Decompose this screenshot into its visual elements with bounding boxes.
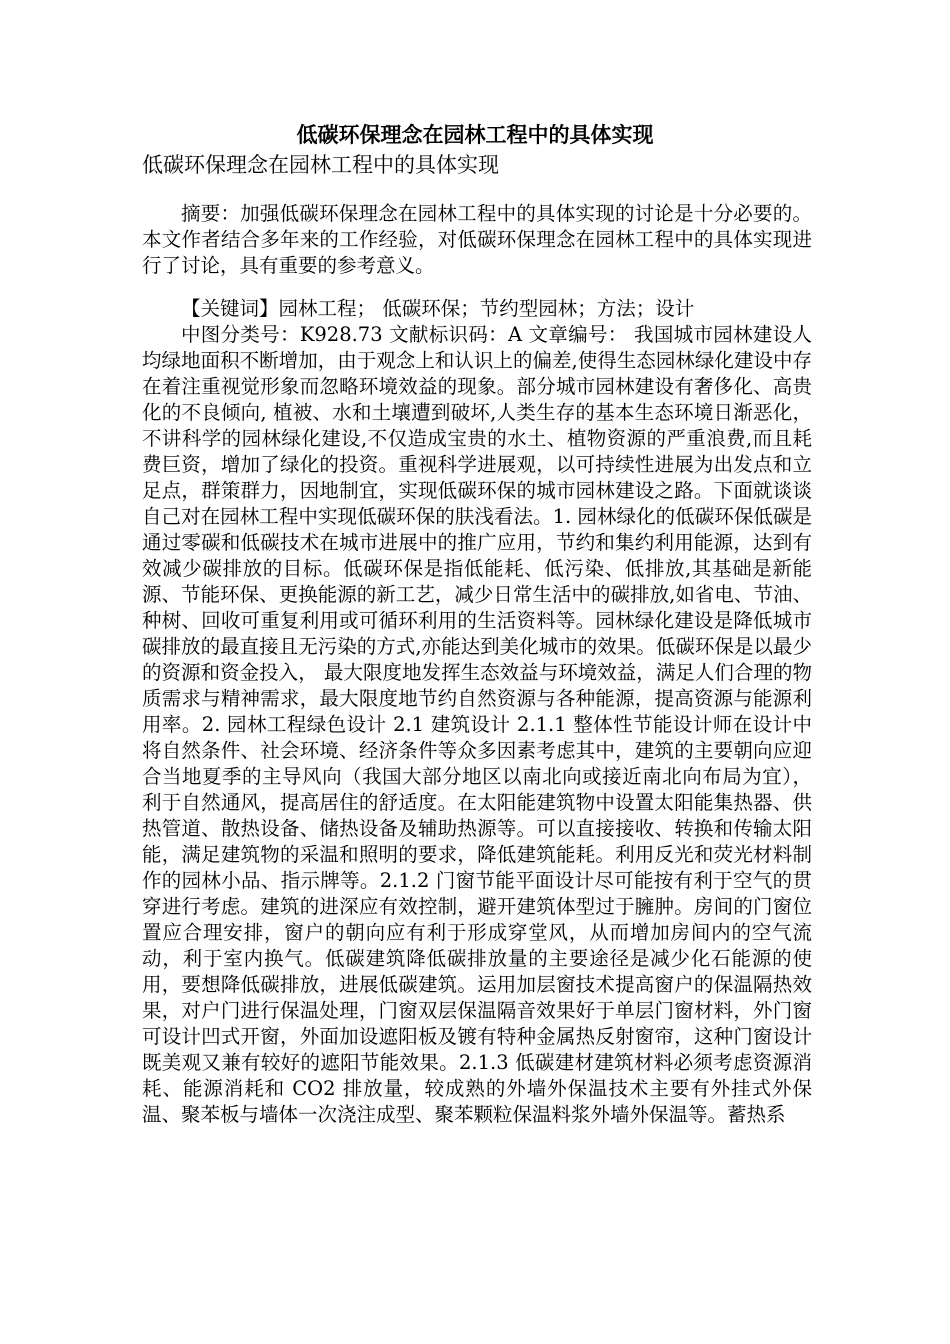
keywords-line: 【关键词】园林工程； 低碳环保；节约型园林；方法；设计 — [181, 297, 695, 320]
abstract-paragraph: 摘要：加强低碳环保理念在园林工程中的具体实现的讨论是十分必要的。本文作者结合多年来的工作经验，对低碳环保理念在园林工程中的具体实现进行了讨论，具有重要的参考意义。 — [142, 202, 812, 277]
document-subtitle: 低碳环保理念在园林工程中的具体实现 — [142, 153, 499, 177]
document-title: 低碳环保理念在园林工程中的具体实现 — [296, 123, 654, 147]
body-paragraph: 中图分类号：K928.73 文献标识码：A 文章编号： 我国城市园林建设人均绿地面积不断增加，由于观念上和认识上的偏差,使得生态园林绿化建设中存在着注重视觉形象而忽略环境效益的现象。部分城市园林建设有奢侈化、高贵化的不良倾向, 植被、水和土壤遭到破坏,人类生存的基本生态环境日渐恶化，不讲科学的园林绿化建设,不仅造成宝贵的水土、植物资源的严重浪费,而且耗费巨资，增加了绿化的投资。重视科学进展观，以可持续性进展为出发点和立足点，群策群力，因地制宜，实现低碳环保的城市园林建设之路。下面就谈谈自己对在园林工程中实现低碳环保的肤浅看法。1. 园林绿化的低碳环保低碳是通过零碳和低碳技术在城市进展中的推广应用，节约和集约利用能源，达到有效减少碳排放的目标。低碳环保是指低能耗、低污染、低排放,其基础是新能源、节能环保、更换能源的新工艺，减少日常生活中的碳排放,如省电、节油、种树、回收可重复利用或可循环利用的生活资料等。园林绿化建设是降低城市碳排放的最直接且无污染的方式,亦能达到美化城市的效果。低碳环保是以最少的资源和资金投入， 最大限度地发挥生态效益与环境效益，满足人们合理的物质需求与精神需求，最大限度地节约自然资源与各种能源，提高资源与能源利用率。2. 园林工程绿色设计 2.1 建筑设计 2.1.1 整体性节能设计师在设计中将自然条件、社会环境、经济条件等众多因素考虑其中，建筑的主要朝向应迎合当地夏季的主导风向（我国大部分地区以南北向或接近南北向布局为宜），利于自然通风，提高居住的舒适度。在太阳能建筑物中设置太阳能集热器、供热管道、散热设备、储热设备及辅助热源等。可以直接接收、转换和传输太阳能，满足建筑物的采温和照明的要求，降低建筑能耗。利用反光和荧光材料制作的园林小品、指示牌等。2.1.2 门窗节能平面设计尽可能按有利于空气的贯穿进行考虑。建筑的进深应有效控制，避开建筑体型过于臃肿。房间的门窗位置应合理安排，窗户的朝向应有利于形成穿堂风，从而增加房间内的空气流动，利于室内换气。低碳建筑降低碳排放量的主要途径是减少化石能源的使用，要想降低碳排放，进展低碳建筑。运用加层窗技术提高窗户的保温隔热效果，对户门进行保温处理，门窗双层保温隔音效果好于单层门窗材料，外门窗可设计凹式开窗，外面加设遮阳板及镀有特种金属热反射窗帘，这种门窗设计既美观又兼有较好的遮阳节能效果。2.1.3 低碳建材建筑材料必须考虑资源消耗、能源消耗和 CO2 排放量，较成熟的外墙外保温技术主要有外挂式外保温、聚苯板与墙体一次浇注成型、聚苯颗粒保温料浆外墙外保温等。蓄热系 — [142, 323, 812, 1126]
